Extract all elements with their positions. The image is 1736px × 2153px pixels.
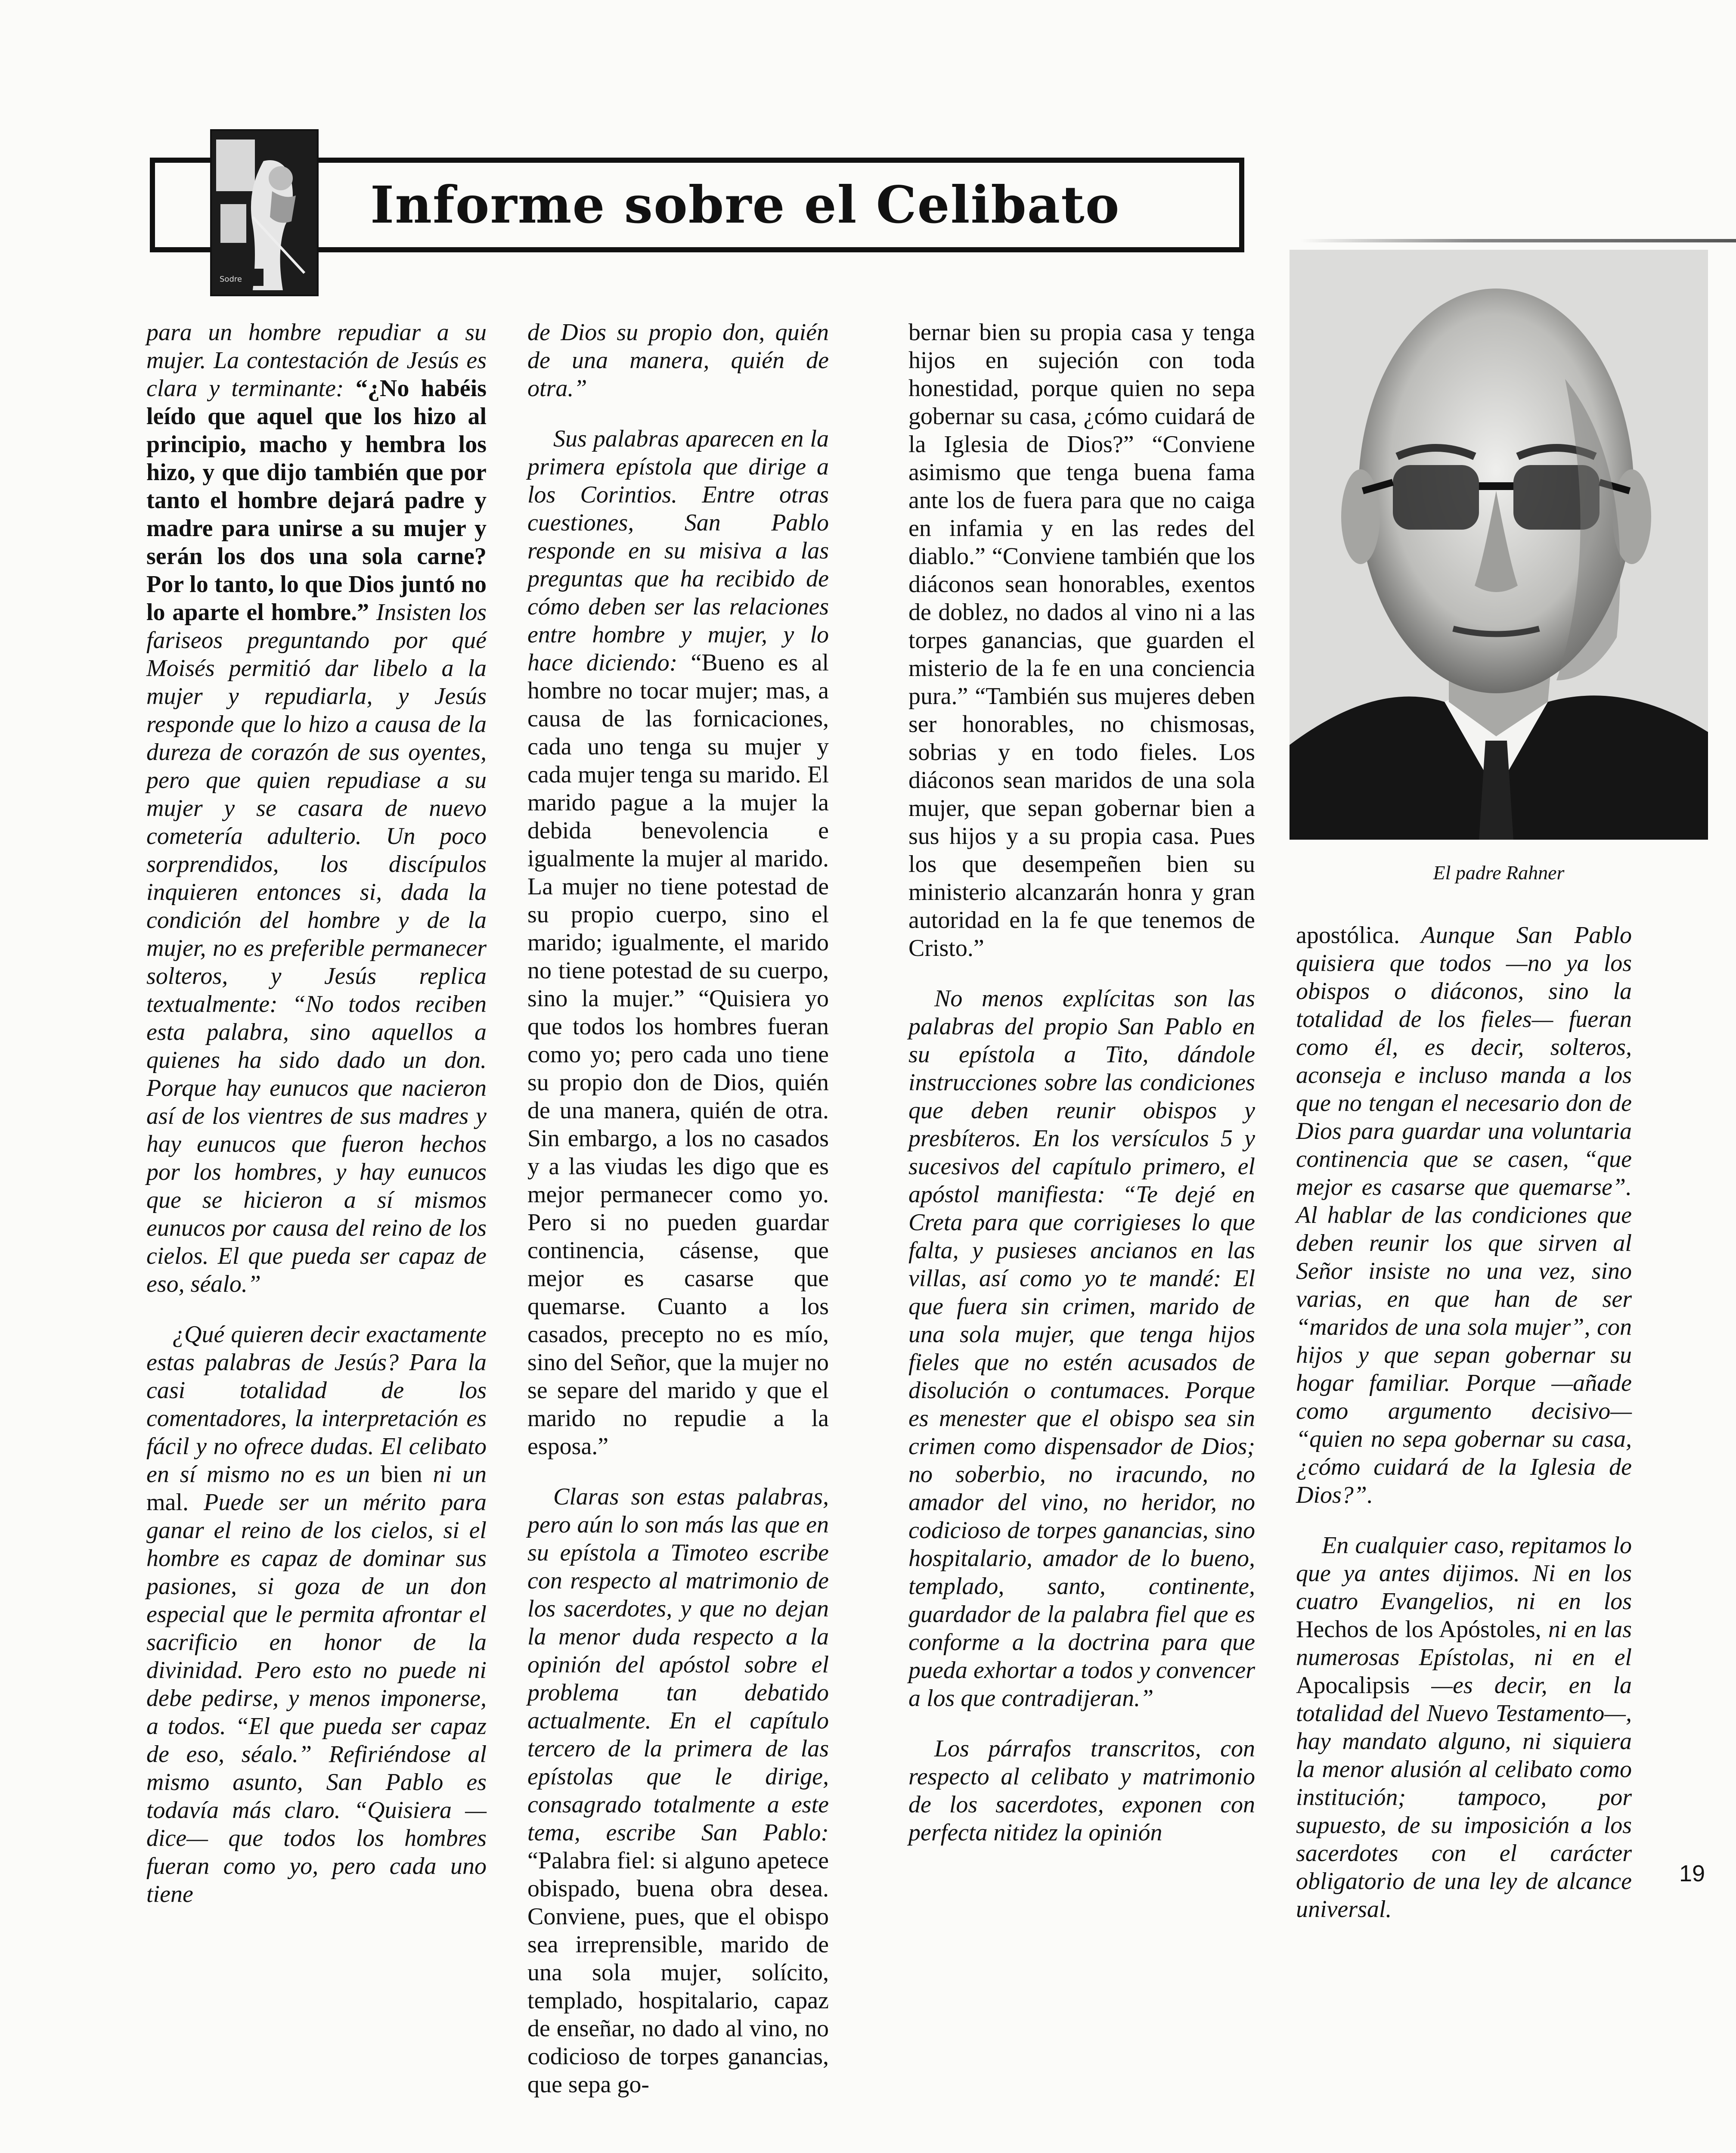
portrait-photo <box>1290 250 1708 840</box>
col4-paragraph-1-segment-1: Aunque San Pablo quisiera que todos —no ya los obispos o diáconos, sino la totalidad de los fieles— fueran como él, es decir, solteros, aconseja e incluso manda a los que no tengan el necesario don de Dios para guardar una voluntaria continencia que se casen, “que mejor es casarse que quemarse”. Al hablar de las condiciones que deben reunir los que sirven al Señor insiste no una vez, sino varias, en que han de ser “maridos de una sola mujer”, con hijos y que sepan gobernar su hogar familiar. Porque —añade como argumento decisivo— “quien no sepa gobernar su casa, ¿cómo cuidará de la Iglesia de Dios?”. <box>1296 922 1632 1508</box>
col2-paragraph-2-segment-0: Sus palabras aparecen en la primera epístola que dirige a los Corintios. Entre otras cuestiones, San Pablo responde en su misiva a las preguntas que ha recibido de cómo deben ser las relaciones entre hombre y mujer, y lo hace diciendo: <box>527 425 829 676</box>
col1-paragraph-1 <box>146 319 487 1298</box>
col1-paragraph-2-segment-0: ¿Qué quieren decir exactamente estas palabras de Jesús? Para la casi totalidad de los comentadores, la interpretación es fácil y no ofrece dudas. El celibato en sí mismo no es un <box>146 1321 487 1488</box>
col2-paragraph-3-segment-1: “Palabra fiel: si alguno apetece obispado, buena obra desea. Conviene, pues, que el obispo sea irreprensible, marido de una sola mujer, solícito, templado, hospitalario, capaz de enseñar, no dado al vino, no codicioso de torpes ganancias, que sepa go- <box>527 1847 829 2098</box>
article-column-3 <box>908 319 1255 1847</box>
col3-paragraph-2 <box>908 985 1255 1712</box>
col4-paragraph-1-segment-0: apostólica. <box>1296 922 1400 949</box>
illustration-inscription: Sodre <box>220 275 242 284</box>
col1-paragraph-1-segment-2: Insisten los fariseos preguntando por qué Moisés permitió dar libelo a la mujer y repudiarla, y Jesús responde que lo hizo a causa de la dureza de corazón de sus oyentes, pero que quien repudiase a su mujer y se casara de nuevo cometería adulterio. Un poco sorprendidos, los discípulos inquieren entonces si, dada la condición del hombre y de la mujer, no es preferible permanecer solteros, y Jesús replica textualmente: “No todos reciben esta palabra, sino aquellos a quienes ha sido dado un don. Porque hay eunucos que nacieron así de los vientres de sus madres y hay eunucos que fueron hechos por los hombres, y hay eunucos que se hicieron a sí mismos eunucos por causa del reino de los cielos. El que pueda ser capaz de eso, séalo.” <box>146 599 487 1297</box>
col4-paragraph-2-segment-3: Apocalipsis <box>1296 1672 1410 1699</box>
col4-paragraph-2 <box>1296 1532 1632 1923</box>
page-number: 19 <box>1679 1861 1705 1886</box>
page-title: Informe sobre el Celibato <box>370 175 1120 235</box>
decorative-rule <box>1300 239 1736 242</box>
saint-figure-illustration <box>212 131 317 295</box>
col1-paragraph-1-segment-0: para un hombre repudiar a su mujer. La contestación de Jesús es clara y terminante: <box>146 319 487 402</box>
col1-paragraph-2-segment-4: Puede ser un mérito para ganar el reino de los cielos, si el hombre es capaz de dominar sus pasiones, si goza de un don especial que le permita afrontar el sacrificio en honor de la divinidad. Pero esto no puede ni debe pedirse, y menos imponerse, a todos. “El que pueda ser capaz de eso, séalo.” Refiriéndose al mismo asunto, San Pablo es todavía más claro. “Quisiera —dice— que todos los hombres fueran como yo, pero cada uno tiene <box>146 1489 487 1908</box>
col1-paragraph-2-segment-3: mal. <box>146 1489 189 1516</box>
col2-paragraph-1 <box>527 319 829 403</box>
portrait-caption: El padre Rahner <box>1433 862 1565 884</box>
rahner-portrait-image <box>1290 250 1708 840</box>
col2-paragraph-2 <box>527 425 829 1461</box>
col3-paragraph-3 <box>908 1735 1255 1847</box>
col1-paragraph-2-segment-2: ni un <box>422 1461 487 1488</box>
col4-paragraph-2-segment-4: —es decir, en la totalidad del Nuevo Testamento—, hay mandato alguno, ni siquiera la menor alusión al celibato como institución; tampoco, por supuesto, de su imposición a los sacerdotes con el carácter obligatorio de una ley de alcance universal. <box>1296 1672 1632 1923</box>
col2-paragraph-3 <box>527 1483 829 2099</box>
col2-paragraph-1-text: de Dios su propio don, quién de una manera, quién de otra.” <box>527 319 829 402</box>
col4-paragraph-1 <box>1296 921 1632 1509</box>
col1-paragraph-2-segment-1: bien <box>381 1461 422 1488</box>
col3-paragraph-3-text: Los párrafos transcritos, con respecto al celibato y matrimonio de los sacerdotes, exponen con perfecta nitidez la opinión <box>908 1735 1255 1846</box>
col3-paragraph-1: bernar bien su propia casa y tenga hijos en sujeción con toda honestidad, porque quien no sepa gobernar su casa, ¿cómo cuidará de la Iglesia de Dios?” “Conviene asimismo que tenga buena fama ante los de fuera para que no caiga en infamia y en las redes del diablo.” “Conviene también que los diáconos sean honorables, exentos de doblez, no dados al vino ni a las torpes ganancias, que guarden el misterio de la fe en una conciencia pura.” “También sus mujeres deben ser honorables, no chismosas, sobrias y en todo fieles. Los diáconos sean maridos de una sola mujer, que sepan gobernar bien a sus hijos y a su propia casa. Pues los que desempeñen bien su ministerio alcanzarán honra y gran autoridad en la fe que tenemos de Cristo.” <box>908 319 1255 962</box>
col4-paragraph-2-segment-0: En cualquier caso, repitamos lo que ya antes dijimos. Ni en los cuatro Evangelios, ni en los <box>1296 1532 1632 1615</box>
col4-paragraph-2-segment-2: ni en las numerosas Epístolas, ni en el <box>1296 1616 1632 1671</box>
col2-paragraph-3-segment-0: Claras son estas palabras, pero aún lo son más las que en su epístola a Timoteo escribe con respecto al matrimonio de los sacerdotes, y que no dejan la menor duda respecto a la opinión del apóstol sobre el problema tan debatido actualmente. En el capítulo tercero de la primera de las epístolas que le dirige, consagrado totalmente a este tema, escribe San Pablo: <box>527 1483 829 1846</box>
header-illustration <box>210 129 319 296</box>
col1-paragraph-1-segment-1: “¿No habéis leído que aquel que los hizo al principio, macho y hembra los hizo, y que dijo también que por tanto el hombre dejará padre y madre para unirse a su mujer y serán los dos una sola carne? Por lo tanto, lo que Dios juntó no lo aparte el hombre.” <box>146 375 487 626</box>
article-column-2 <box>527 319 829 2099</box>
col4-paragraph-2-segment-1: Hechos de los Apóstoles, <box>1296 1616 1541 1643</box>
col1-paragraph-2 <box>146 1321 487 1908</box>
col3-paragraph-2-text: No menos explícitas son las palabras del propio San Pablo en su epístola a Tito, dándole instrucciones sobre las condiciones que deben reunir obispos y presbíteros. En los versículos 5 y sucesivos del capítulo primero, el apóstol manifiesta: “Te dejé en Creta para que corrigieses lo que falta, y pusieses ancianos en las villas, así como yo te mandé: El que fuera sin crimen, marido de una sola mujer, que tenga hijos fieles que no estén acusados de disolución o contumaces. Porque es menester que el obispo sea sin crimen como dispensador de Dios; no soberbio, no iracundo, no amador del vino, no heridor, no codicioso de torpes ganancias, sino hospitalario, amador de lo bueno, templado, santo, continente, guardador de la palabra fiel que es conforme a la doctrina para que pueda exhortar a todos y convencer a los que contradijeran.” <box>908 985 1255 1712</box>
article-column-4 <box>1296 921 1632 1923</box>
article-column-1 <box>146 319 487 1908</box>
col2-paragraph-2-segment-1: “Bueno es al hombre no tocar mujer; mas, a causa de las fornicaciones, cada uno tenga su mujer y cada mujer tenga su marido. El marido pague a la mujer la debida benevolencia e igualmente la mujer al marido. La mujer no tiene potestad de su propio cuerpo, sino el marido; igualmente, el marido no tiene potestad de su cuerpo, sino la mujer.” “Quisiera yo que todos los hombres fueran como yo; pero cada uno tiene su propio don de Dios, quién de una manera, quién de otra. Sin embargo, a los no casados y a las viudas les digo que es mejor permanecer como yo. Pero si no pueden guardar continencia, cásense, que mejor es casarse que quemarse. Cuanto a los casados, precepto no es mío, sino del Señor, que la mujer no se separe del marido y que el marido no repudie a la esposa.” <box>527 649 829 1460</box>
